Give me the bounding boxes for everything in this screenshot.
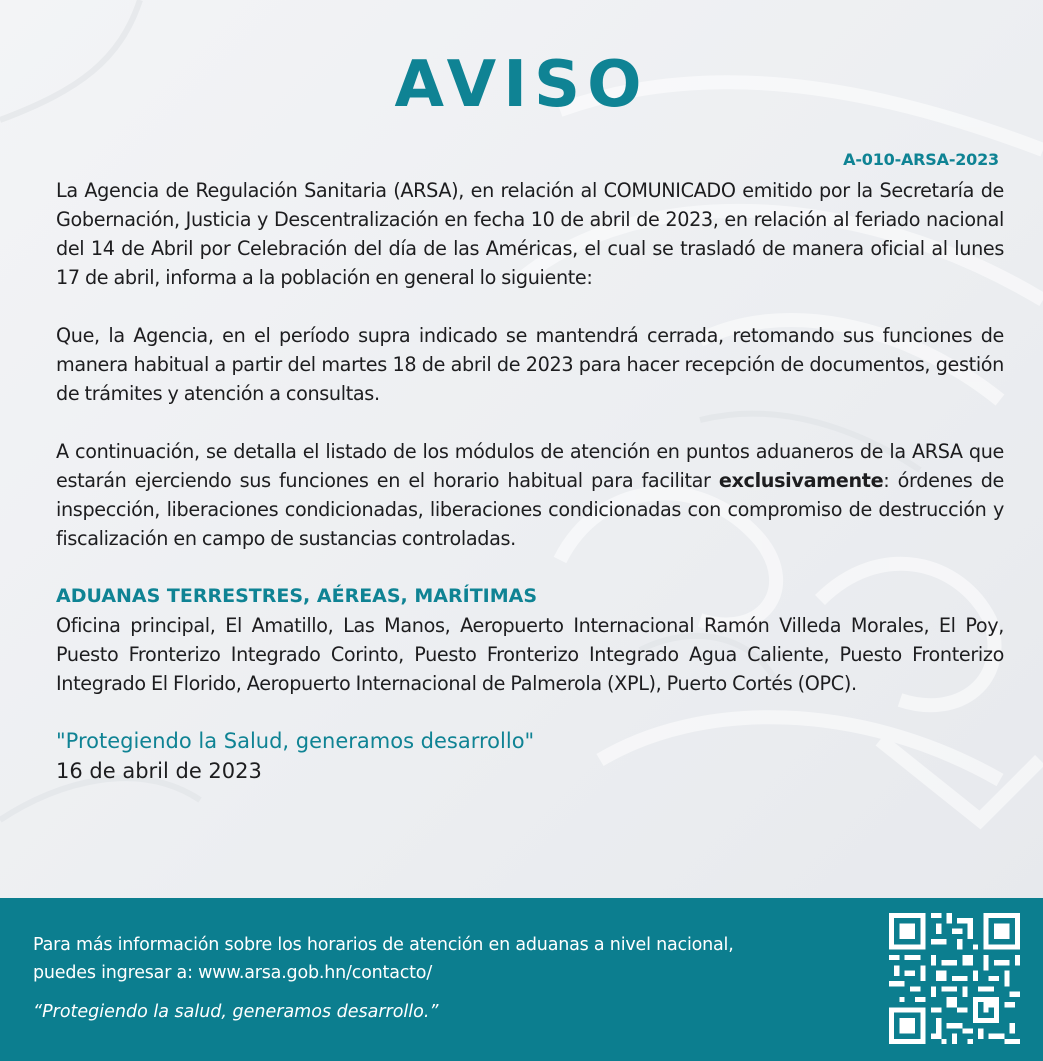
notice-date: 16 de abril de 2023 [56,759,262,783]
paragraph-intro: La Agencia de Regulación Sanitaria (ARSA), en relación al COMUNICADO emitido por la Secretaría de Gobernación, Justicia y Descentralización en fecha 10 de abril de 2023, en relación al feriado nacional del 14 de Abril por Celebración del día de las Américas, el cual se trasladó de manera oficial al lunes 17 de abril, informa a la población en general lo siguiente: [56,179,1004,289]
footer-banner [0,898,1043,1061]
paragraph-closure: Que, la Agencia, en el período supra indicado se mantendrá cerrada, retomando sus funciones de manera habitual a partir del martes 18 de abril de 2023 para hacer recepción de documentos, gestión de trámites y atención a consultas. [56,324,1004,405]
paragraph-modules-start: A continuación, se detalla el listado de los módulos de atención en puntos aduaneros de la ARSA que estarán ejerciendo sus funciones en el horario habitual para facilitar [56,440,1004,492]
footer-slogan: “Protegiendo la salud, generamos desarrollo.” [33,1002,439,1022]
footer-info-link[interactable]: puedes ingresar a: www.arsa.gob.hn/contacto/ [33,963,433,983]
paragraph-modules-emphasis: exclusivamente [718,469,884,492]
paragraph-modules-end: : órdenes de inspección, liberaciones condicionadas, liberaciones condicionadas con compromiso de destrucción y fiscalización en campo de sustancias controladas. [56,469,1004,550]
paragraph-modules [56,437,1004,553]
qr-code-icon[interactable] [889,913,1020,1044]
notice-code: A-010-ARSA-2023 [843,150,999,169]
footer-info-line1: Para más información sobre los horarios de atención en aduanas a nivel nacional, [33,935,734,955]
notice-slogan: "Protegiendo la Salud, generamos desarrollo" [56,729,535,753]
notice-body [56,176,1004,786]
customs-heading: ADUANAS TERRESTRES, AÉREAS, MARÍTIMAS [56,585,538,607]
footer-info [33,931,873,987]
customs-locations: Oficina principal, El Amatillo, Las Manos, Aeropuerto Internacional Ramón Villeda Morales, El Poy, Puesto Fronterizo Integrado Corinto, Puesto Fronterizo Integrado Agua Caliente, Puesto Fronterizo Integrado El Florido, Aeropuerto Internacional de Palmerola (XPL), Puerto Cortés (OPC). [56,614,1004,695]
page-title: AVISO [394,48,649,122]
